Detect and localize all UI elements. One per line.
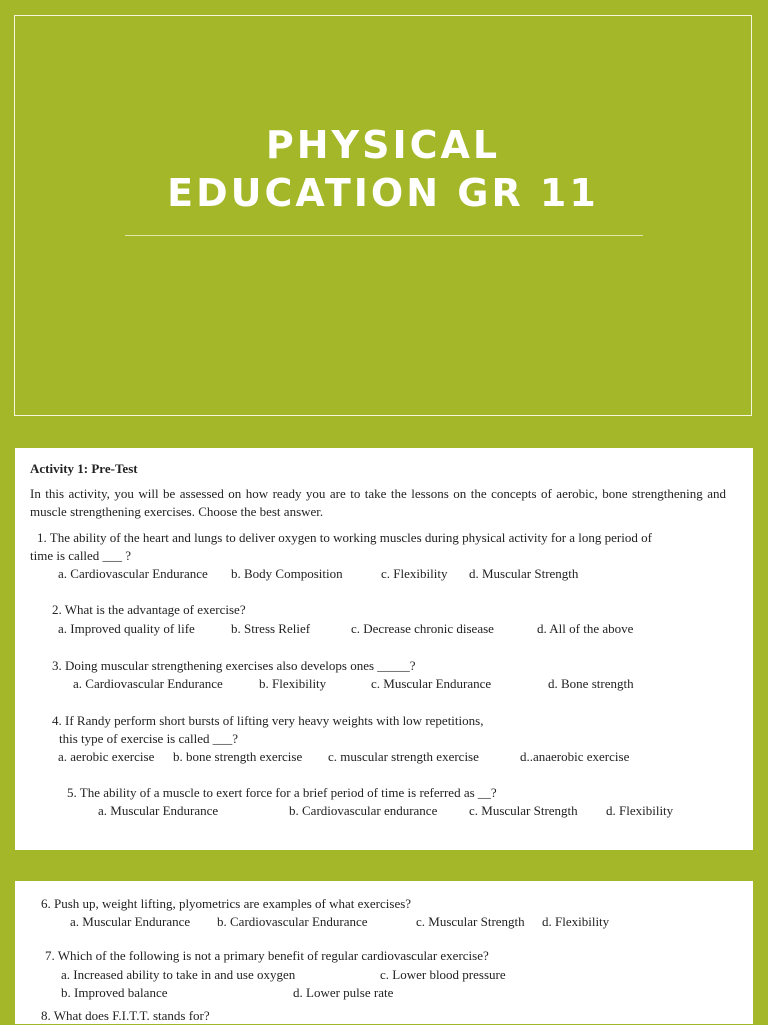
q6-option-b: b. Cardiovascular Endurance [217,914,368,929]
q1-option-b: b. Body Composition [231,566,343,581]
q7-text: 7. Which of the following is not a primary benefit of regular cardiovascular exercise? [45,948,489,963]
q4-option-b: b. bone strength exercise [173,749,303,764]
q3-option-a: a. Cardiovascular Endurance [73,676,223,691]
q5-option-a: a. Muscular Endurance [98,803,219,818]
q4-option-a: a. aerobic exercise [58,749,155,764]
q4-option-c: c. muscular strength exercise [328,749,479,764]
q1-text-line-1: 1. The ability of the heart and lungs to deliver oxygen to working muscles during physical activity for a long period of [37,530,652,545]
title-divider [125,235,643,236]
q1-option-a: a. Cardiovascular Endurance [58,566,208,581]
q3-option-b: b. Flexibility [259,676,327,691]
slide-title-line-2: EDUCATION GR 11 [167,171,599,215]
q1-text-line-2: time is called ___ ? [30,548,132,563]
q8-text: 8. What does F.I.T.T. stands for? [41,1008,210,1023]
q2-text: 2. What is the advantage of exercise? [52,602,246,617]
title-slide [14,15,752,416]
activity-heading: Activity 1: Pre-Test [30,461,138,476]
q2-option-c: c. Decrease chronic disease [351,621,494,636]
document-page-1 [15,448,753,850]
q7-option-d: d. Lower pulse rate [293,985,394,1000]
q2-option-a: a. Improved quality of life [58,621,195,636]
q4-option-d: d..anaerobic exercise [520,749,630,764]
q4-text-line-2: this type of exercise is called ___? [59,731,239,746]
slide-title [15,121,751,217]
q1-option-c: c. Flexibility [381,566,448,581]
q3-text: 3. Doing muscular strengthening exercises also develops ones _____? [52,658,416,673]
q5-text: 5. The ability of a muscle to exert force for a brief period of time is referred as __? [67,785,497,800]
q6-text: 6. Push up, weight lifting, plyometrics are examples of what exercises? [41,896,412,911]
q5-option-b: b. Cardiovascular endurance [289,803,438,818]
q7-option-c: c. Lower blood pressure [380,967,506,982]
document-page-2 [15,881,753,1024]
q5-option-c: c. Muscular Strength [469,803,578,818]
q6-option-d: d. Flexibility [542,914,610,929]
q3-option-c: c. Muscular Endurance [371,676,492,691]
q7-option-b: b. Improved balance [61,985,168,1000]
q3-option-d: d. Bone strength [548,676,634,691]
q2-option-d: d. All of the above [537,621,634,636]
q6-option-a: a. Muscular Endurance [70,914,191,929]
q1-option-d: d. Muscular Strength [469,566,579,581]
slide-title-line-1: PHYSICAL [265,123,501,167]
q5-option-d: d. Flexibility [606,803,674,818]
q2-option-b: b. Stress Relief [231,621,311,636]
activity-intro: In this activity, you will be assessed on how ready you are to take the lessons on the concepts of aerobic, bone strengthening and muscle strengthening exercises. Choose the best answer. [30,486,726,520]
q4-text-line-1: 4. If Randy perform short bursts of lifting very heavy weights with low repetitions, [52,713,484,728]
q7-option-a: a. Increased ability to take in and use oxygen [61,967,296,982]
q6-option-c: c. Muscular Strength [416,914,525,929]
